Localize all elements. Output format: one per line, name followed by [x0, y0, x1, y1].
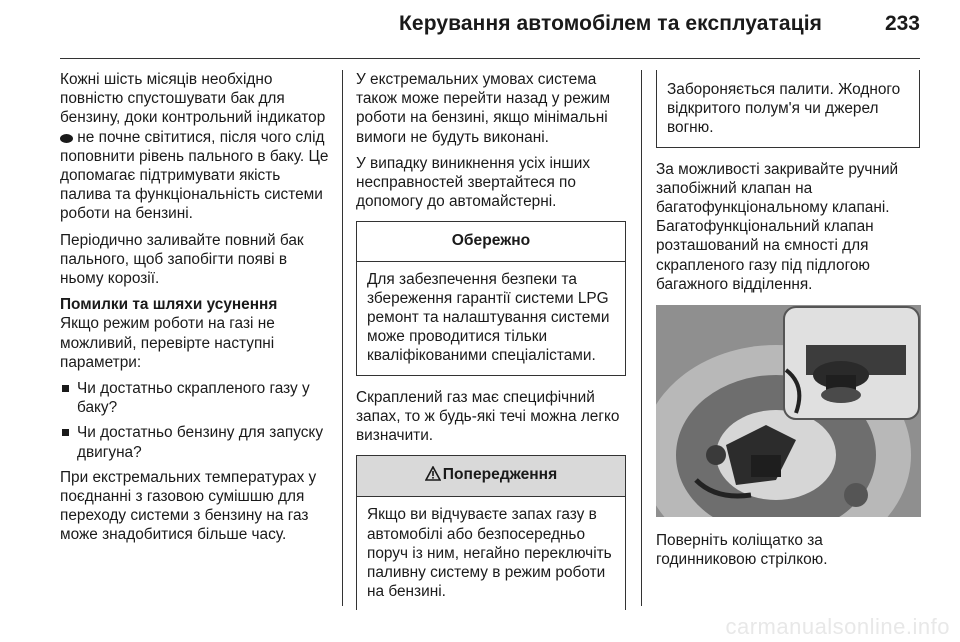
no-smoking-box: [656, 70, 920, 148]
paragraph-valve: За можливості закривайте ручний запобіжний клапан на багатофункціональному клапані. Багатофункціональний клапан розташований на ємності для скрапленого газу під підлогою багажного відділення.: [656, 160, 899, 293]
watermark: carmanualsonline.info: [725, 614, 950, 639]
fuel-indicator-icon: [60, 134, 73, 143]
paragraph-check-params: Якщо режим роботи на газі не можливий, перевірте наступні параметри:: [60, 315, 275, 371]
list-item-text: Чи достатньо скрапленого газу у баку?: [77, 380, 310, 417]
column-left: [60, 70, 330, 552]
caution-title: Обережно: [357, 222, 625, 261]
warning-title: Попередження: [442, 466, 558, 484]
page-title: Керування автомобілем та експлуатація: [399, 12, 822, 35]
valve-photo: [656, 305, 921, 517]
paragraph-gas-smell: Скраплений газ має специфічний запах, то ж будь-які течі можна легко визначити.: [356, 388, 620, 445]
valve-illustration: [656, 305, 921, 517]
page-number: 233: [884, 12, 920, 35]
warning-box: [356, 455, 626, 610]
caution-box: [356, 221, 626, 375]
column-divider: [342, 70, 343, 606]
list-item-text: Чи достатньо бензину для запуску двигуна?: [77, 424, 324, 461]
caution-text: Для забезпечення безпеки та збереження гарантії системи LPG ремонт та налаштування системи може проводитися тільки кваліфікованими спеціалістами.: [367, 270, 610, 365]
header-divider: [60, 58, 920, 59]
paragraph-text: не почне світитися, після чого слід поповнити рівень пального в баку. Це допомагає підтримувати якість палива та функціональність системи роботи на бензині.: [60, 128, 329, 223]
bullet-icon: [62, 385, 69, 392]
paragraph-empty-tank: [60, 70, 330, 224]
list-item: [60, 423, 330, 461]
column-middle: [356, 70, 626, 610]
no-smoking-text: Забороняється палити. Жодного відкритого полум'я чи джерел вогню.: [667, 81, 901, 137]
warning-triangle-icon: [425, 466, 441, 486]
section-heading-faults: Помилки та шляхи усунення: [60, 296, 278, 314]
bullet-icon: [62, 429, 69, 436]
list-item: [60, 379, 330, 417]
paragraph-extreme-temp: При екстремальних температурах у поєднанні з газовою сумішшю для переходу системи з бензину на газ може знадобитися більше часу.: [60, 468, 317, 544]
column-divider: [641, 70, 642, 606]
paragraph-full-tank: Періодично заливайте повний бак пального, щоб запобігти появі в ньому корозії.: [60, 231, 304, 288]
paragraph-workshop: У випадку виникнення усіх інших несправностей звертайтеся по допомогу до автомайстерні.: [356, 154, 591, 211]
paragraph-text: Кожні шість місяців необхідно повністю спустошувати бак для бензину, доки контрольний індикатор: [60, 71, 326, 127]
column-right: [656, 70, 924, 576]
warning-text: Якщо ви відчуваєте запах газу в автомобілі або безпосередньо поруч із ним, негайно переключіть паливну систему в режим роботи на бензині.: [367, 506, 612, 601]
paragraph-fallback: У екстремальних умовах система також може перейти назад у режим роботи на бензині, якщо мінімальні вимоги не будуть виконані.: [356, 71, 611, 146]
caption-turn-wheel: Поверніть коліщатко за годинниковою стрілкою.: [656, 532, 828, 569]
warning-header: [357, 456, 625, 497]
